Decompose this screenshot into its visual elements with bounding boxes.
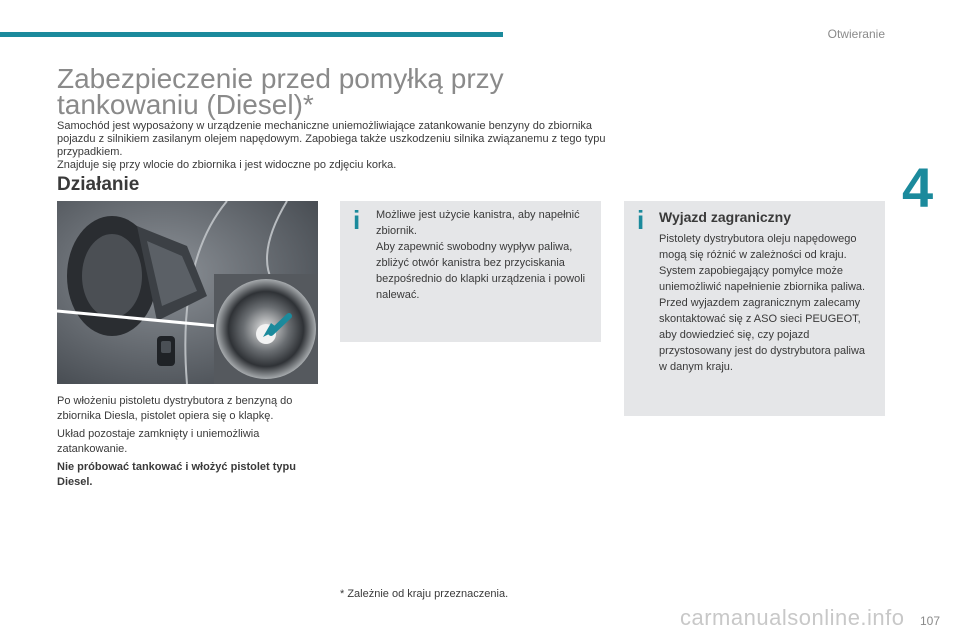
page-number: 107 (919, 614, 940, 628)
body-text (57, 394, 327, 493)
fuel-filler-photo (57, 201, 318, 384)
body-paragraph: Po włożeniu pistoletu dystrybutora z benzyną do zbiornika Diesla, pistolet opiera się o klapkę. (57, 395, 293, 422)
footnote: * Zależnie od kraju przeznaczenia. (340, 588, 509, 600)
body-paragraph: Układ pozostaje zamknięty i uniemożliwia zatankowanie. (57, 428, 260, 455)
chapter-number: 4 (902, 156, 934, 219)
info-paragraph: Pistolety dystrybutora oleju napędowego mogą się różnić w zależności od kraju. System zapobiegający pomyłce może uniemożliwić napełnienie zbiornika paliwa. (659, 233, 866, 293)
info-paragraph: Aby zapewnić swobodny wypływ paliwa, zbliżyć otwór kanistra bez przyciskania bezpośrednio do klapki urządzenia i powoli nalewać. (376, 241, 586, 301)
header-accent-bar (0, 32, 503, 37)
info-paragraph: Możliwe jest użycie kanistra, aby napełnić zbiornik. (376, 209, 580, 237)
watermark: carmanualsonline.info (680, 605, 905, 630)
section-header: Otwieranie (827, 27, 885, 41)
intro-paragraph: Samochód jest wyposażony w urządzenie mechaniczne uniemożliwiające zatankowanie benzyny do zbiornika pojazdu z silnikiem zasilanym olejem napędowym. Zapobiega także uszkodzeniu silnika związanemu z tego typu przypadkiem. (57, 120, 606, 158)
intro-paragraph: Znajduje się przy wlocie do zbiornika i jest widoczne po zdjęciu korka. (57, 159, 397, 171)
info-box-canister (340, 201, 601, 342)
warning-text: Nie próbować tankować i włożyć pistolet typu Diesel. (57, 461, 296, 488)
info-box-text (659, 231, 874, 375)
info-box-text (376, 207, 588, 303)
info-icon: i (353, 205, 361, 235)
info-box-abroad (624, 201, 885, 416)
intro-text (57, 120, 607, 172)
section-heading: Działanie (57, 174, 140, 195)
info-icon: i (637, 205, 645, 235)
info-box-title: Wyjazd zagraniczny (659, 209, 792, 225)
info-paragraph: Przed wyjazdem zagranicznym zalecamy skontaktować się z ASO sieci PEUGEOT, aby dowiedzieć się, czy pojazd przystosowany jest do dystrybutora paliwa w danym kraju. (659, 297, 866, 373)
page-title: Zabezpieczenie przed pomyłką przy tankowaniu (Diesel)* (57, 63, 504, 120)
